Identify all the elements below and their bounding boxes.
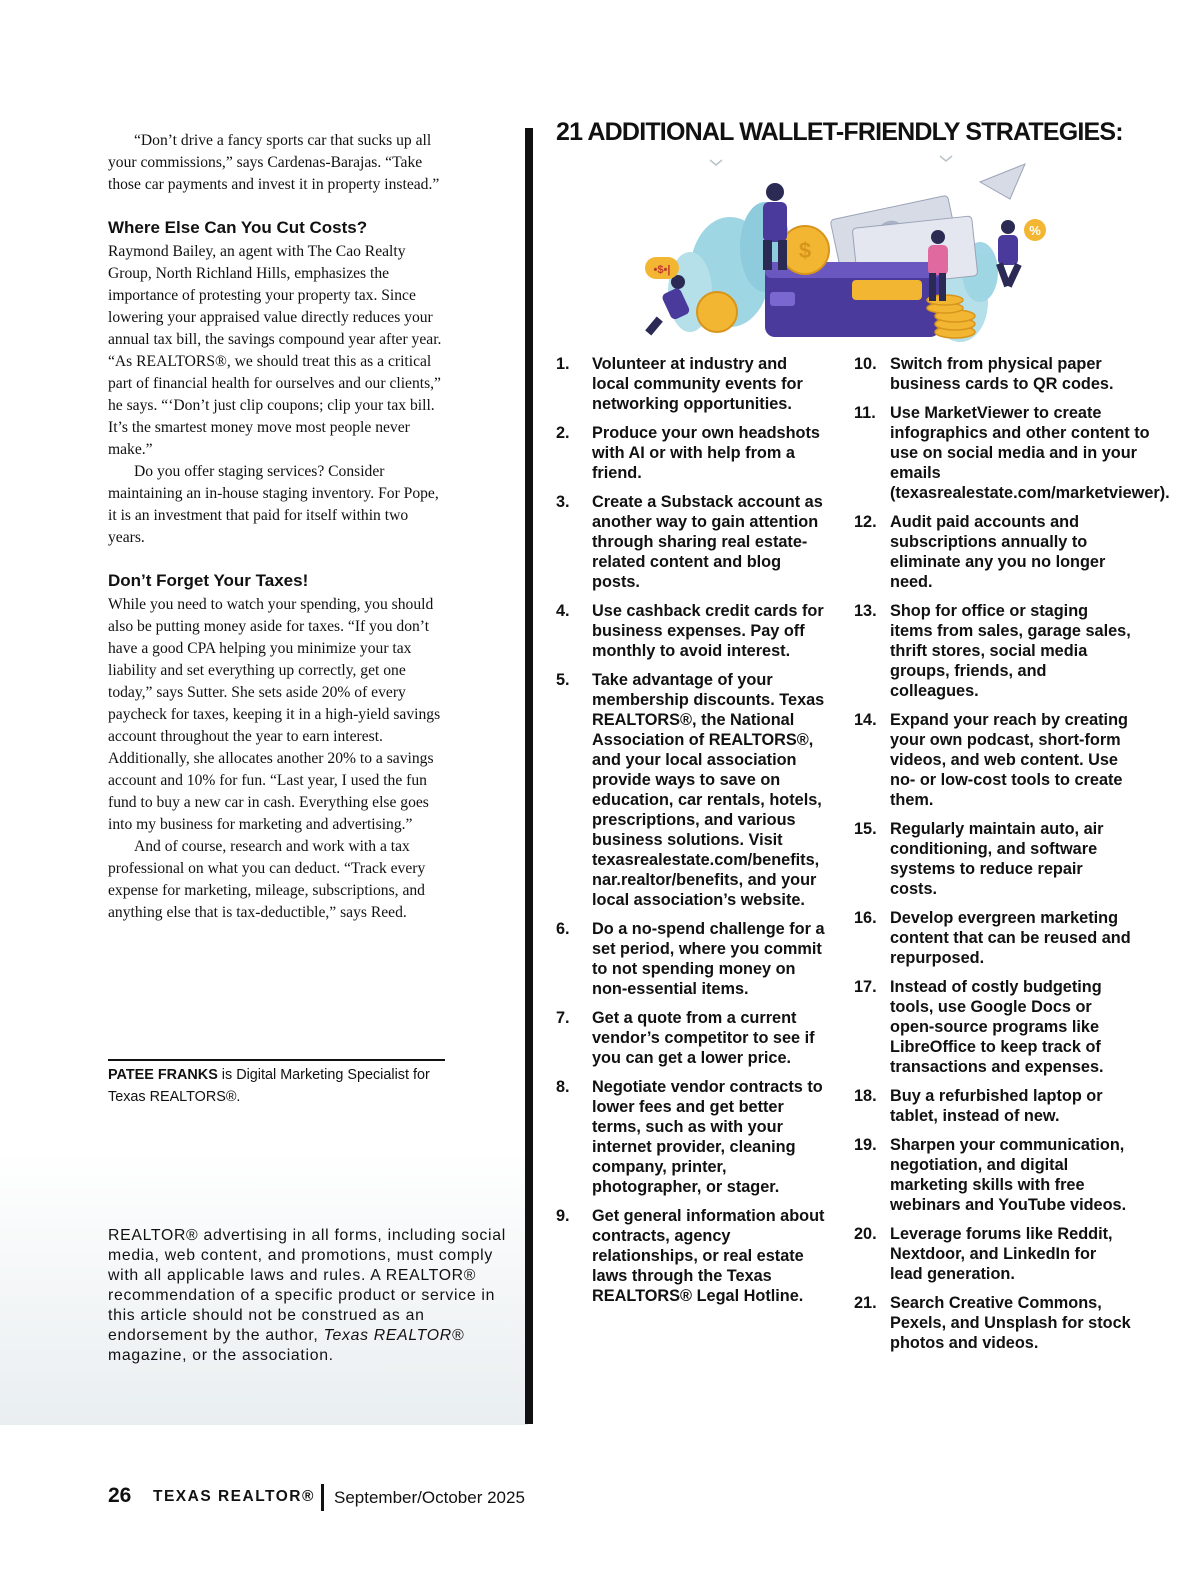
magazine-name: TEXAS REALTOR® [153,1488,315,1505]
strategy-text: Negotiate vendor contracts to lower fees and get better terms, such as with your internet provider, cleaning company, printer, photographer, or stager. [592,1078,823,1196]
strategy-item [556,1077,828,1197]
strategy-text: Volunteer at industry and local community events for networking opportunities. [592,355,803,413]
strategy-number: 18. [854,1087,877,1105]
paragraph: Raymond Bailey, an agent with The Cao Realty Group, North Richland Hills, emphasizes the importance of protesting your property tax. Since lowering your appraised value directly reduces your annual tax bill, the savings compound year after year. “As REALTORS®, we should treat this as a critical part of financial health for ourselves and our clients,” he says. “‘Don’t just clip coupons; clip your tax bill. It’s the smartest money move most people never make.” [108,243,442,458]
strategy-number: 2. [556,424,570,442]
strategy-item [854,710,1132,810]
strategy-text: Develop evergreen marketing content that can be reused and repurposed. [890,909,1131,967]
bird-icon [710,160,722,165]
strategy-number: 21. [854,1294,877,1312]
strategy-number: 11. [854,404,876,422]
article-body [108,130,448,924]
intro-quote: “Don’t drive a fancy sports car that sucks up all your commissions,” says Cardenas-Barajas. “Take those car payments and invest it in property instead.” [108,132,440,193]
strategy-number: 5. [556,671,570,689]
coin-dollar-label: $ [798,238,812,263]
strategy-item [854,601,1132,701]
strategy-text: Get general information about contracts, agency relationships, or real estate laws through the Texas REALTORS® Legal Hotline. [592,1207,825,1305]
strategy-number: 12. [854,513,877,531]
strategy-item [556,601,828,661]
strategy-text: Use MarketViewer to create infographics and other content to use on social media and in your emails (texasrealestate.com/marketviewer). [890,404,1170,502]
strategy-item [854,512,1132,592]
strategy-item [556,1206,828,1306]
strategy-number: 13. [854,602,877,620]
strategy-text: Sharpen your communication, negotiation, and digital marketing skills with free webinars and YouTube videos. [890,1136,1127,1214]
strategy-number: 8. [556,1078,570,1096]
strategy-text: Instead of costly budgeting tools, use Google Docs or open-source programs like LibreOffice to keep track of transactions and expenses. [890,978,1104,1076]
strategy-item [854,977,1132,1077]
percent-label: % [1029,223,1041,238]
footer-divider [321,1484,324,1511]
strategy-number: 9. [556,1207,570,1225]
strategy-text: Buy a refurbished laptop or tablet, instead of new. [890,1087,1103,1125]
strategy-item [556,919,828,999]
strategy-item [854,819,1132,899]
strategy-number: 19. [854,1136,877,1154]
strategy-number: 10. [854,355,877,373]
author-description: is Digital Marketing Specialist for Texas REALTORS®. [108,1067,430,1105]
page-footer [108,1484,708,1514]
section-heading-taxes: Don’t Forget Your Taxes! [108,571,309,590]
strategy-text: Do a no-spend challenge for a set period, where you commit to not spending money on non-essential items. [592,920,825,998]
strategy-text: Regularly maintain auto, air conditioning, and software systems to reduce repair costs. [890,820,1104,898]
disclaimer-text-end: magazine, or the association. [108,1347,334,1364]
person-icon [996,220,1022,288]
strategy-item [854,1135,1132,1215]
paragraph: Do you offer staging services? Consider maintaining an in-house staging inventory. For Pope, it is an investment that paid for itself within two years. [108,463,439,546]
strategy-item [556,1008,828,1068]
strategy-text: Produce your own headshots with AI or with help from a friend. [592,424,820,482]
strategy-item [854,1293,1132,1353]
strategy-item [556,423,828,483]
strategy-text: Create a Substack account as another way to gain attention through sharing real estate-related content and blog posts. [592,493,823,591]
strategy-number: 14. [854,711,877,729]
author-bio [108,1064,453,1108]
strategy-number: 3. [556,493,570,511]
author-divider [108,1059,445,1061]
strategies-title: 21 ADDITIONAL WALLET-FRIENDLY STRATEGIES: [556,118,1123,146]
strategies-list-column-1 [556,354,828,1315]
strategy-number: 15. [854,820,877,838]
speech-sign-label: •$•| [653,264,671,276]
strategy-item [854,1086,1132,1126]
strategy-item [854,908,1132,968]
strategy-number: 4. [556,602,570,620]
strategy-text: Take advantage of your membership discounts. Texas REALTORS®, the National Association of REALTORS®, and your local association provide ways to save on education, car rentals, hotels, prescriptions, and various business solutions. Visit texasrealestate.com/benefits, nar.realtor/benefits, and your local association’s website. [592,671,825,909]
strategy-text: Switch from physical paper business cards to QR codes. [890,355,1114,393]
strategy-number: 1. [556,355,570,373]
wallet-illustration [620,152,1050,344]
strategy-text: Shop for office or staging items from sales, garage sales, thrift stores, social media groups, friends, and colleagues. [890,602,1131,700]
paper-plane-icon [980,164,1025,199]
page-number: 26 [108,1484,132,1507]
wallet-icon [765,262,940,337]
strategy-text: Leverage forums like Reddit, Nextdoor, and LinkedIn for lead generation. [890,1225,1113,1283]
magazine-title: Texas REALTOR® [323,1327,465,1344]
disclaimer [108,1226,508,1366]
strategy-text: Use cashback credit cards for business expenses. Pay off monthly to avoid interest. [592,602,824,660]
strategy-number: 20. [854,1225,877,1243]
strategy-number: 6. [556,920,570,938]
strategies-list-column-2 [854,354,1170,1362]
author-name: PATEE FRANKS [108,1067,218,1083]
strategy-number: 17. [854,978,877,996]
strategy-item [854,1224,1132,1284]
issue-date: September/October 2025 [334,1488,525,1507]
column-divider [525,128,533,1424]
bird-icon [940,156,952,161]
strategy-text: Search Creative Commons, Pexels, and Unsplash for stock photos and videos. [890,1294,1131,1352]
strategy-item [854,354,1132,394]
strategy-item [556,492,828,592]
strategy-text: Expand your reach by creating your own podcast, short-form videos, and web content. Use no- or low-cost tools to create them. [890,711,1128,809]
paragraph: And of course, research and work with a tax professional on what you can deduct. “Track every expense for marketing, mileage, subscriptions, and anything else that is tax-deductible,” says Reed. [108,838,426,921]
strategy-number: 16. [854,909,877,927]
section-heading-cut-costs: Where Else Can You Cut Costs? [108,218,368,237]
disclaimer-text: REALTOR® advertising in all forms, including social media, web content, and promotions, must comply with all applicable laws and rules. A REALTOR® recommendation of a specific product or service in this article should not be construed as an endorsement by the author, [108,1227,506,1344]
paragraph: While you need to watch your spending, you should also be putting money aside for taxes. “If you don’t have a good CPA helping you minimize your tax liability and set everything up correctly, get one today,” says Sutter. She sets aside 20% of every paycheck for taxes, keeping it in a high-yield savings account throughout the year to earn interest. Additionally, she allocates another 20% to a savings account and 10% for fun. “Last year, I used the fun fund to buy a new car in cash. Everything else goes into my business for marketing and advertising.” [108,596,441,833]
strategy-item [556,354,828,414]
strategy-item [556,670,828,910]
strategy-text: Get a quote from a current vendor’s competitor to see if you can get a lower price. [592,1009,815,1067]
strategy-text: Audit paid accounts and subscriptions annually to eliminate any you no longer need. [890,513,1106,591]
strategy-item [854,403,1170,503]
strategy-number: 7. [556,1009,570,1027]
